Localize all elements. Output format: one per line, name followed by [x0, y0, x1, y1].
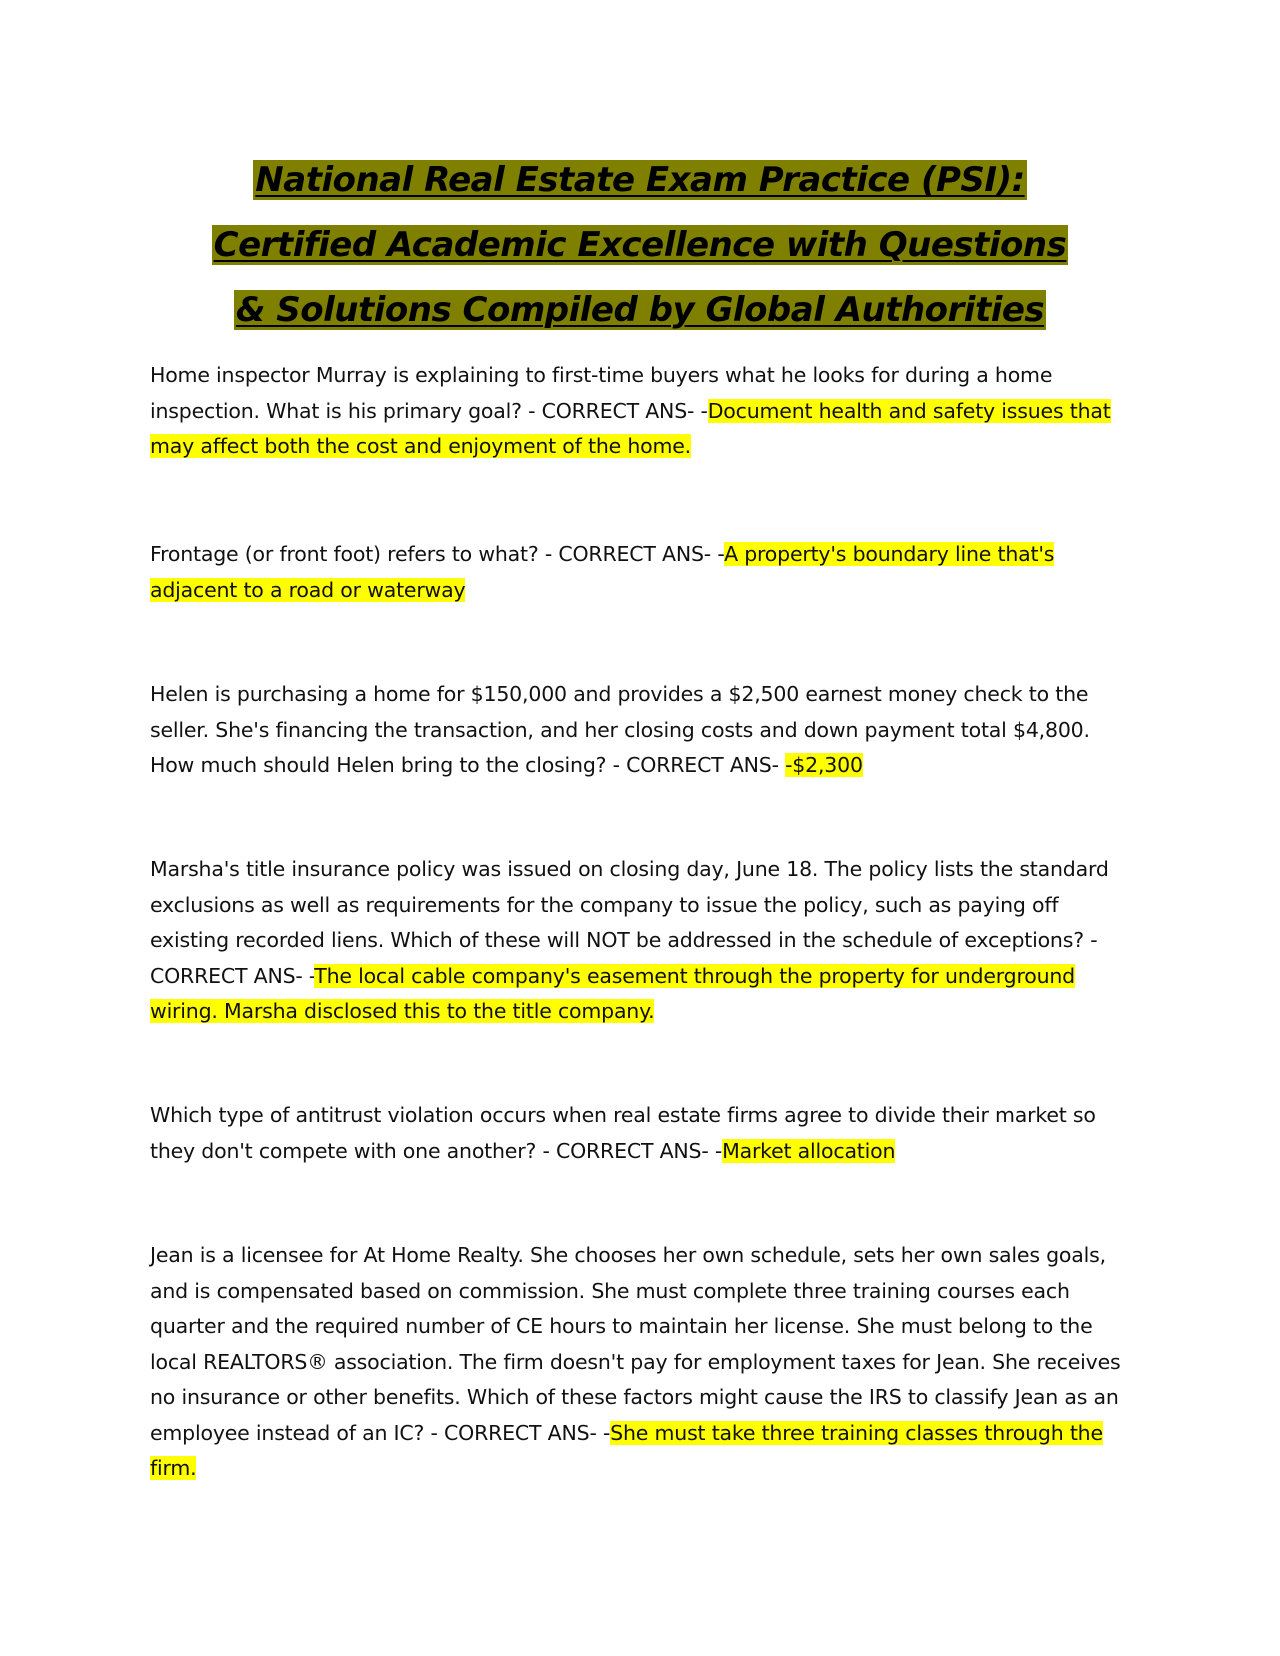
- question-text: Home inspector Murray is explaining to first-time buyers what he looks for during a home inspection. What is his primary goal? - CORRECT ANS- -: [150, 363, 1053, 423]
- question-text: Helen is purchasing a home for $150,000 and provides a $2,500 earnest money check to the seller. She's financing the transaction, and her closing costs and down payment total $4,800. How much should Helen bring to the closing? - CORRECT ANS-: [150, 682, 1090, 777]
- question-text: Marsha's title insurance policy was issued on closing day, June 18. The policy lists the standard exclusions as well as requirements for the company to issue the policy, such as paying off existing recorded liens. Which of these will NOT be addressed in the schedule of exceptions? - CORRECT ANS- -: [150, 857, 1109, 988]
- document-title: [150, 148, 1130, 343]
- answer-text: A property's boundary line that's adjacent to a road or waterway: [150, 542, 1055, 602]
- title-line-1: National Real Estate Exam Practice (PSI):: [255, 160, 1025, 200]
- question-text: Which type of antitrust violation occurs when real estate firms agree to divide their market so they don't compete with one another? - CORRECT ANS- -: [150, 1103, 1096, 1163]
- answer-text: She must take three training classes through the firm.: [150, 1420, 1103, 1480]
- title-line-2: Certified Academic Excellence with Questions: [213, 225, 1067, 265]
- answer-text: -$2,300: [785, 753, 863, 777]
- answer-text: Market allocation: [722, 1138, 896, 1163]
- qa-item-title-insurance: [150, 852, 1132, 1030]
- question-text: Jean is a licensee for At Home Realty. She chooses her own schedule, sets her own sales goals, and is compensated based on commission. She must complete three training courses each quarter and the required number of CE hours to maintain her license. She must belong to the local REALTORS® association. The firm doesn't pay for employment taxes for Jean. She receives no insurance or other benefits. Which of these factors might cause the IRS to classify Jean as an employee instead of an IC? - CORRECT ANS- -: [150, 1243, 1121, 1445]
- qa-item-home-inspection: [150, 358, 1132, 465]
- question-text: Frontage (or front foot) refers to what? - CORRECT ANS- -: [150, 542, 725, 566]
- title-line-3: & Solutions Compiled by Global Authorities: [235, 290, 1045, 330]
- answer-text: The local cable company's easement through the property for underground wiring. Marsha disclosed this to the title company.: [150, 963, 1075, 1023]
- answer-text: Document health and safety issues that may affect both the cost and enjoyment of the home.: [150, 398, 1111, 458]
- qa-item-frontage: [150, 537, 1132, 608]
- qa-item-antitrust: [150, 1098, 1132, 1169]
- qa-item-independent-contractor: [150, 1238, 1132, 1487]
- qa-item-closing-amount: [150, 677, 1132, 784]
